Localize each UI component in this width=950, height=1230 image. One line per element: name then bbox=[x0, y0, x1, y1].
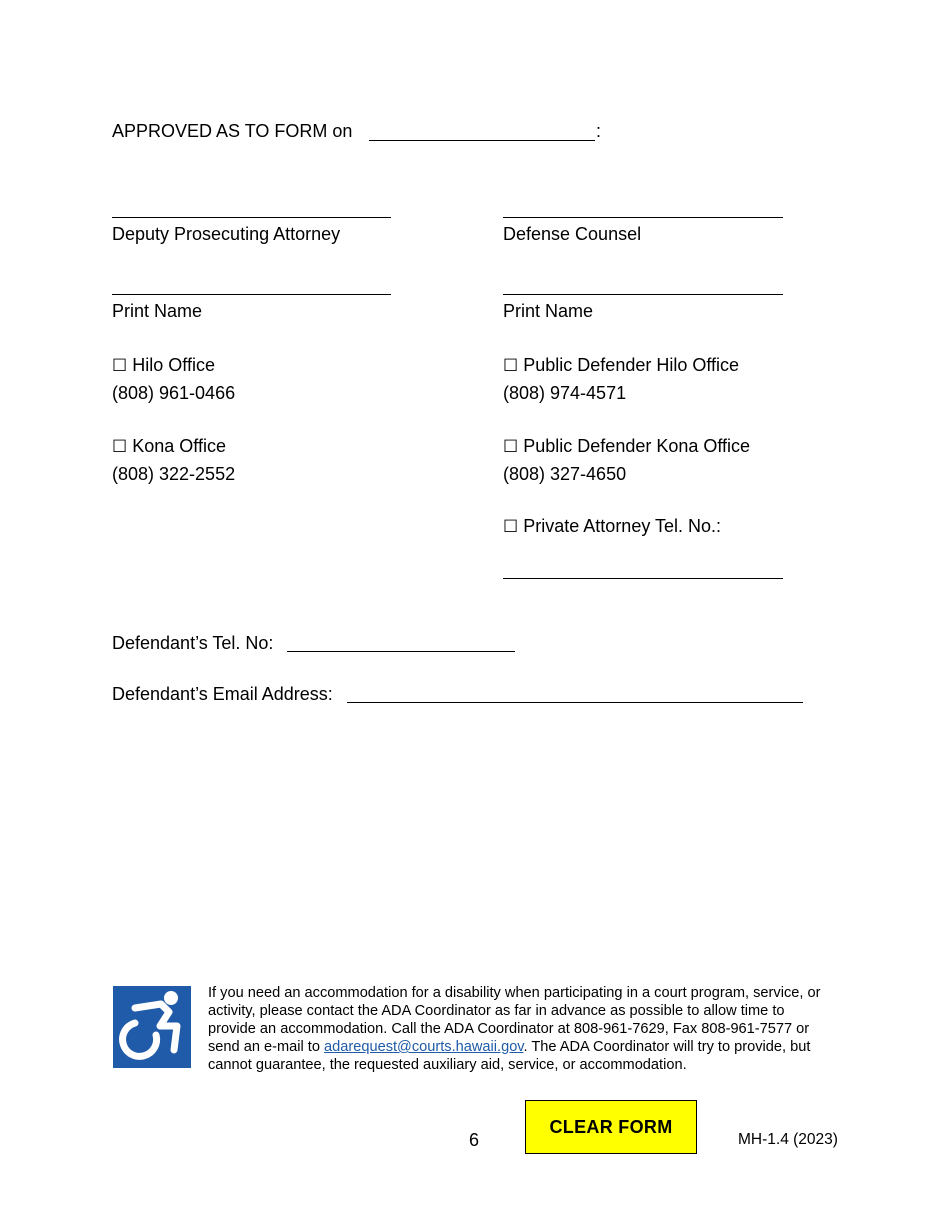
defense-print-name-label: Print Name bbox=[503, 301, 594, 321]
defense-print-name-field[interactable] bbox=[503, 272, 787, 296]
defendant-email-field[interactable] bbox=[347, 680, 807, 704]
defense-counsel-label: Defense Counsel bbox=[503, 224, 642, 244]
pd-hilo-option bbox=[503, 354, 739, 377]
defendant-tel-field[interactable] bbox=[287, 629, 519, 653]
prosecutor-print-name-field[interactable] bbox=[112, 272, 395, 296]
clear-form-button[interactable]: CLEAR FORM bbox=[525, 1100, 697, 1154]
kona-office-phone: (808) 322-2552 bbox=[112, 464, 236, 484]
approved-label: APPROVED AS TO FORM on bbox=[112, 121, 353, 141]
pd-hilo-checkbox[interactable]: ☐ bbox=[503, 356, 519, 376]
defendant-tel-label: Defendant’s Tel. No: bbox=[112, 633, 274, 653]
pd-kona-label: Public Defender Kona Office bbox=[523, 436, 751, 456]
pd-hilo-phone: (808) 974-4571 bbox=[503, 383, 627, 403]
kona-office-label: Kona Office bbox=[132, 436, 226, 456]
kona-office-option bbox=[112, 435, 226, 458]
hilo-office-phone: (808) 961-0466 bbox=[112, 383, 236, 403]
kona-office-checkbox[interactable]: ☐ bbox=[112, 437, 128, 457]
hilo-office-checkbox[interactable]: ☐ bbox=[112, 356, 128, 376]
defense-signature-field[interactable] bbox=[503, 195, 787, 219]
ada-notice-text-end: . The ADA Coordinator will try to provide, but cannot guarantee, the requested auxiliary aid, service, or accommodation. bbox=[208, 1039, 811, 1073]
ada-email-link[interactable]: adarequest@courts.hawaii.gov bbox=[324, 1039, 524, 1055]
private-attorney-option bbox=[503, 515, 721, 538]
prosecutor-signature-field[interactable] bbox=[112, 195, 395, 219]
pd-kona-phone: (808) 327-4650 bbox=[503, 464, 627, 484]
prosecutor-label: Deputy Prosecuting Attorney bbox=[112, 224, 341, 244]
hilo-office-option bbox=[112, 354, 215, 377]
defendant-email-label: Defendant’s Email Address: bbox=[112, 684, 333, 704]
private-attorney-checkbox[interactable]: ☐ bbox=[503, 517, 519, 537]
private-attorney-label: Private Attorney Tel. No.: bbox=[523, 516, 722, 536]
approval-date-field[interactable] bbox=[369, 118, 602, 142]
prosecutor-print-name-label: Print Name bbox=[112, 301, 203, 321]
pd-kona-checkbox[interactable]: ☐ bbox=[503, 437, 519, 457]
ada-notice-text-start: If you need an accommodation for a disability when participating in a court program, service, or activity, please contact the ADA Coordinator as far in advance as possible to allow time to provide an accommodation. Call the ADA Coordinator at 808-961-7629, Fax 808-961-7577 or send an e-mail to bbox=[208, 985, 821, 1055]
private-attorney-tel-field[interactable] bbox=[503, 556, 787, 580]
ada-notice bbox=[208, 984, 828, 1074]
hilo-office-label: Hilo Office bbox=[132, 355, 215, 375]
pd-kona-option bbox=[503, 435, 750, 458]
page-number: 6 bbox=[469, 1130, 480, 1150]
accessibility-wheelchair-icon bbox=[113, 986, 191, 1068]
approval-suffix: : bbox=[596, 121, 602, 141]
form-id: MH-1.4 (2023) bbox=[738, 1131, 838, 1148]
pd-hilo-label: Public Defender Hilo Office bbox=[523, 355, 740, 375]
